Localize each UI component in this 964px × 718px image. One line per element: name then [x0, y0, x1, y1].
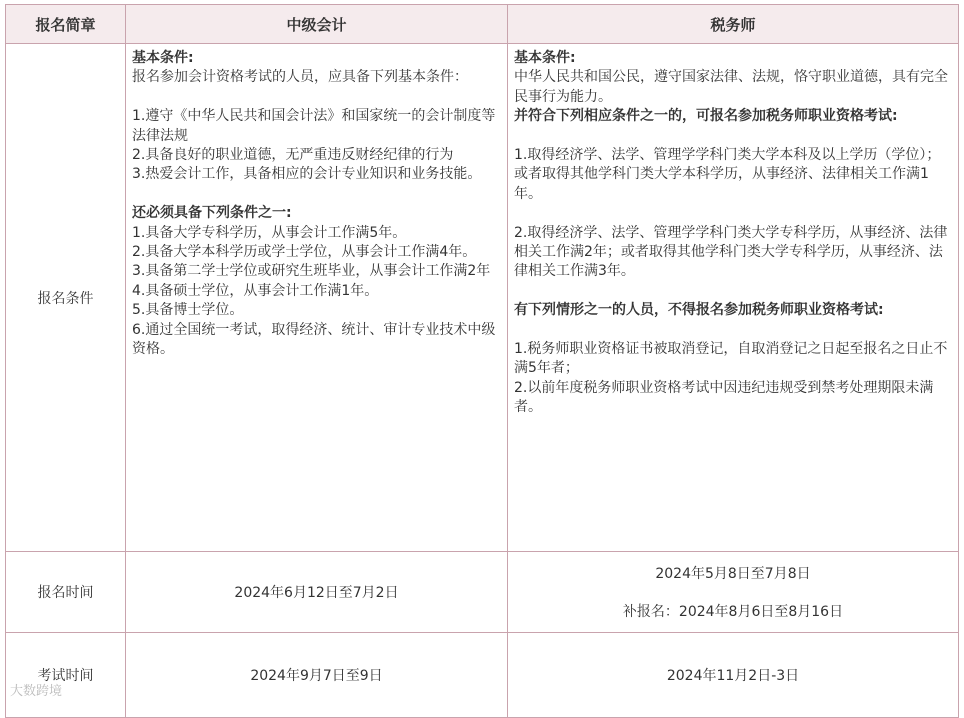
tax-supplementary-registration: 补报名：2024年8月6日至8月16日	[622, 604, 844, 620]
tax-registration-cell	[508, 552, 959, 633]
intermediate-extra-item: 2.具备大学本科学历或学士学位，从事会计工作满4年。	[132, 244, 477, 261]
tax-registration-time: 2024年5月8日至7月8日	[655, 566, 811, 582]
intermediate-extra-item: 5.具备博士学位。	[132, 302, 244, 319]
intermediate-conditions-cell	[126, 44, 508, 552]
conditions-label: 报名条件	[6, 44, 126, 552]
tax-plus-item: 1.取得经济学、法学、管理学学科门类大学本科及以上学历（学位）；或者取得其他学科门类大学本科学历，从事经济、法律相关工作满1年。	[514, 147, 941, 202]
tax-exam-time: 2024年11月2日-3日	[508, 633, 959, 718]
intermediate-extra-title: 还必须具备下列条件之一:	[132, 205, 292, 222]
header-col-guide: 报名简章	[6, 5, 126, 44]
header-row	[6, 5, 959, 44]
conditions-row	[6, 44, 959, 552]
intermediate-extra-item: 3.具备第二学士学位或研究生班毕业，从事会计工作满2年	[132, 263, 491, 280]
intermediate-basic-item: 1.遵守《中华人民共和国会计法》和国家统一的会计制度等法律法规	[132, 108, 496, 144]
tax-conditions-cell	[508, 44, 959, 552]
intermediate-basic-item: 2.具备良好的职业道德，无严重违反财经纪律的行为	[132, 147, 454, 164]
tax-plus-title: 并符合下列相应条件之一的，可报名参加税务师职业资格考试:	[514, 108, 898, 125]
tax-exclude-title: 有下列情形之一的人员，不得报名参加税务师职业资格考试:	[514, 302, 884, 319]
intermediate-extra-item: 6.通过全国统一考试，取得经济、统计、审计专业技术中级资格。	[132, 321, 496, 358]
registration-label: 报名时间	[6, 552, 126, 633]
comparison-table	[5, 4, 959, 718]
intermediate-extra-item: 4.具备硕士学位，从事会计工作满1年。	[132, 282, 379, 299]
tax-exclude-item: 2.以前年度税务师职业资格考试中因违纪违规受到禁考处理期限未满者。	[514, 379, 934, 416]
intermediate-basic-intro: 报名参加会计资格考试的人员，应具备下列基本条件：	[132, 69, 468, 86]
intermediate-exam-time: 2024年9月7日至9日	[126, 633, 508, 718]
intermediate-registration-time: 2024年6月12日至7月2日	[126, 552, 508, 633]
header-col-tax-advisor: 税务师	[508, 5, 959, 44]
header-col-intermediate-accounting: 中级会计	[126, 5, 508, 44]
intermediate-extra-item: 1.具备大学专科学历，从事会计工作满5年。	[132, 224, 407, 241]
registration-row	[6, 552, 959, 633]
tax-exclude-item: 1.税务师职业资格证书被取消登记，自取消登记之日起至报名之日止不满5年者；	[514, 341, 948, 377]
intermediate-basic-title: 基本条件:	[132, 50, 194, 66]
tax-basic-text: 中华人民共和国公民，遵守国家法律、法规，恪守职业道德，具有完全民事行为能力。	[514, 69, 948, 105]
watermark: 大数跨境	[10, 684, 63, 699]
tax-plus-item: 2.取得经济学、法学、管理学学科门类大学专科学历，从事经济、法律相关工作满2年；或者取得其他学科门类大学专科学历，从事经济、法律相关工作满3年。	[514, 224, 948, 280]
tax-basic-title: 基本条件:	[514, 50, 576, 66]
exam-label: 考试时间	[6, 633, 126, 718]
exam-row	[6, 633, 959, 718]
intermediate-basic-item: 3.热爱会计工作，具备相应的会计专业知识和业务技能。	[132, 166, 482, 183]
